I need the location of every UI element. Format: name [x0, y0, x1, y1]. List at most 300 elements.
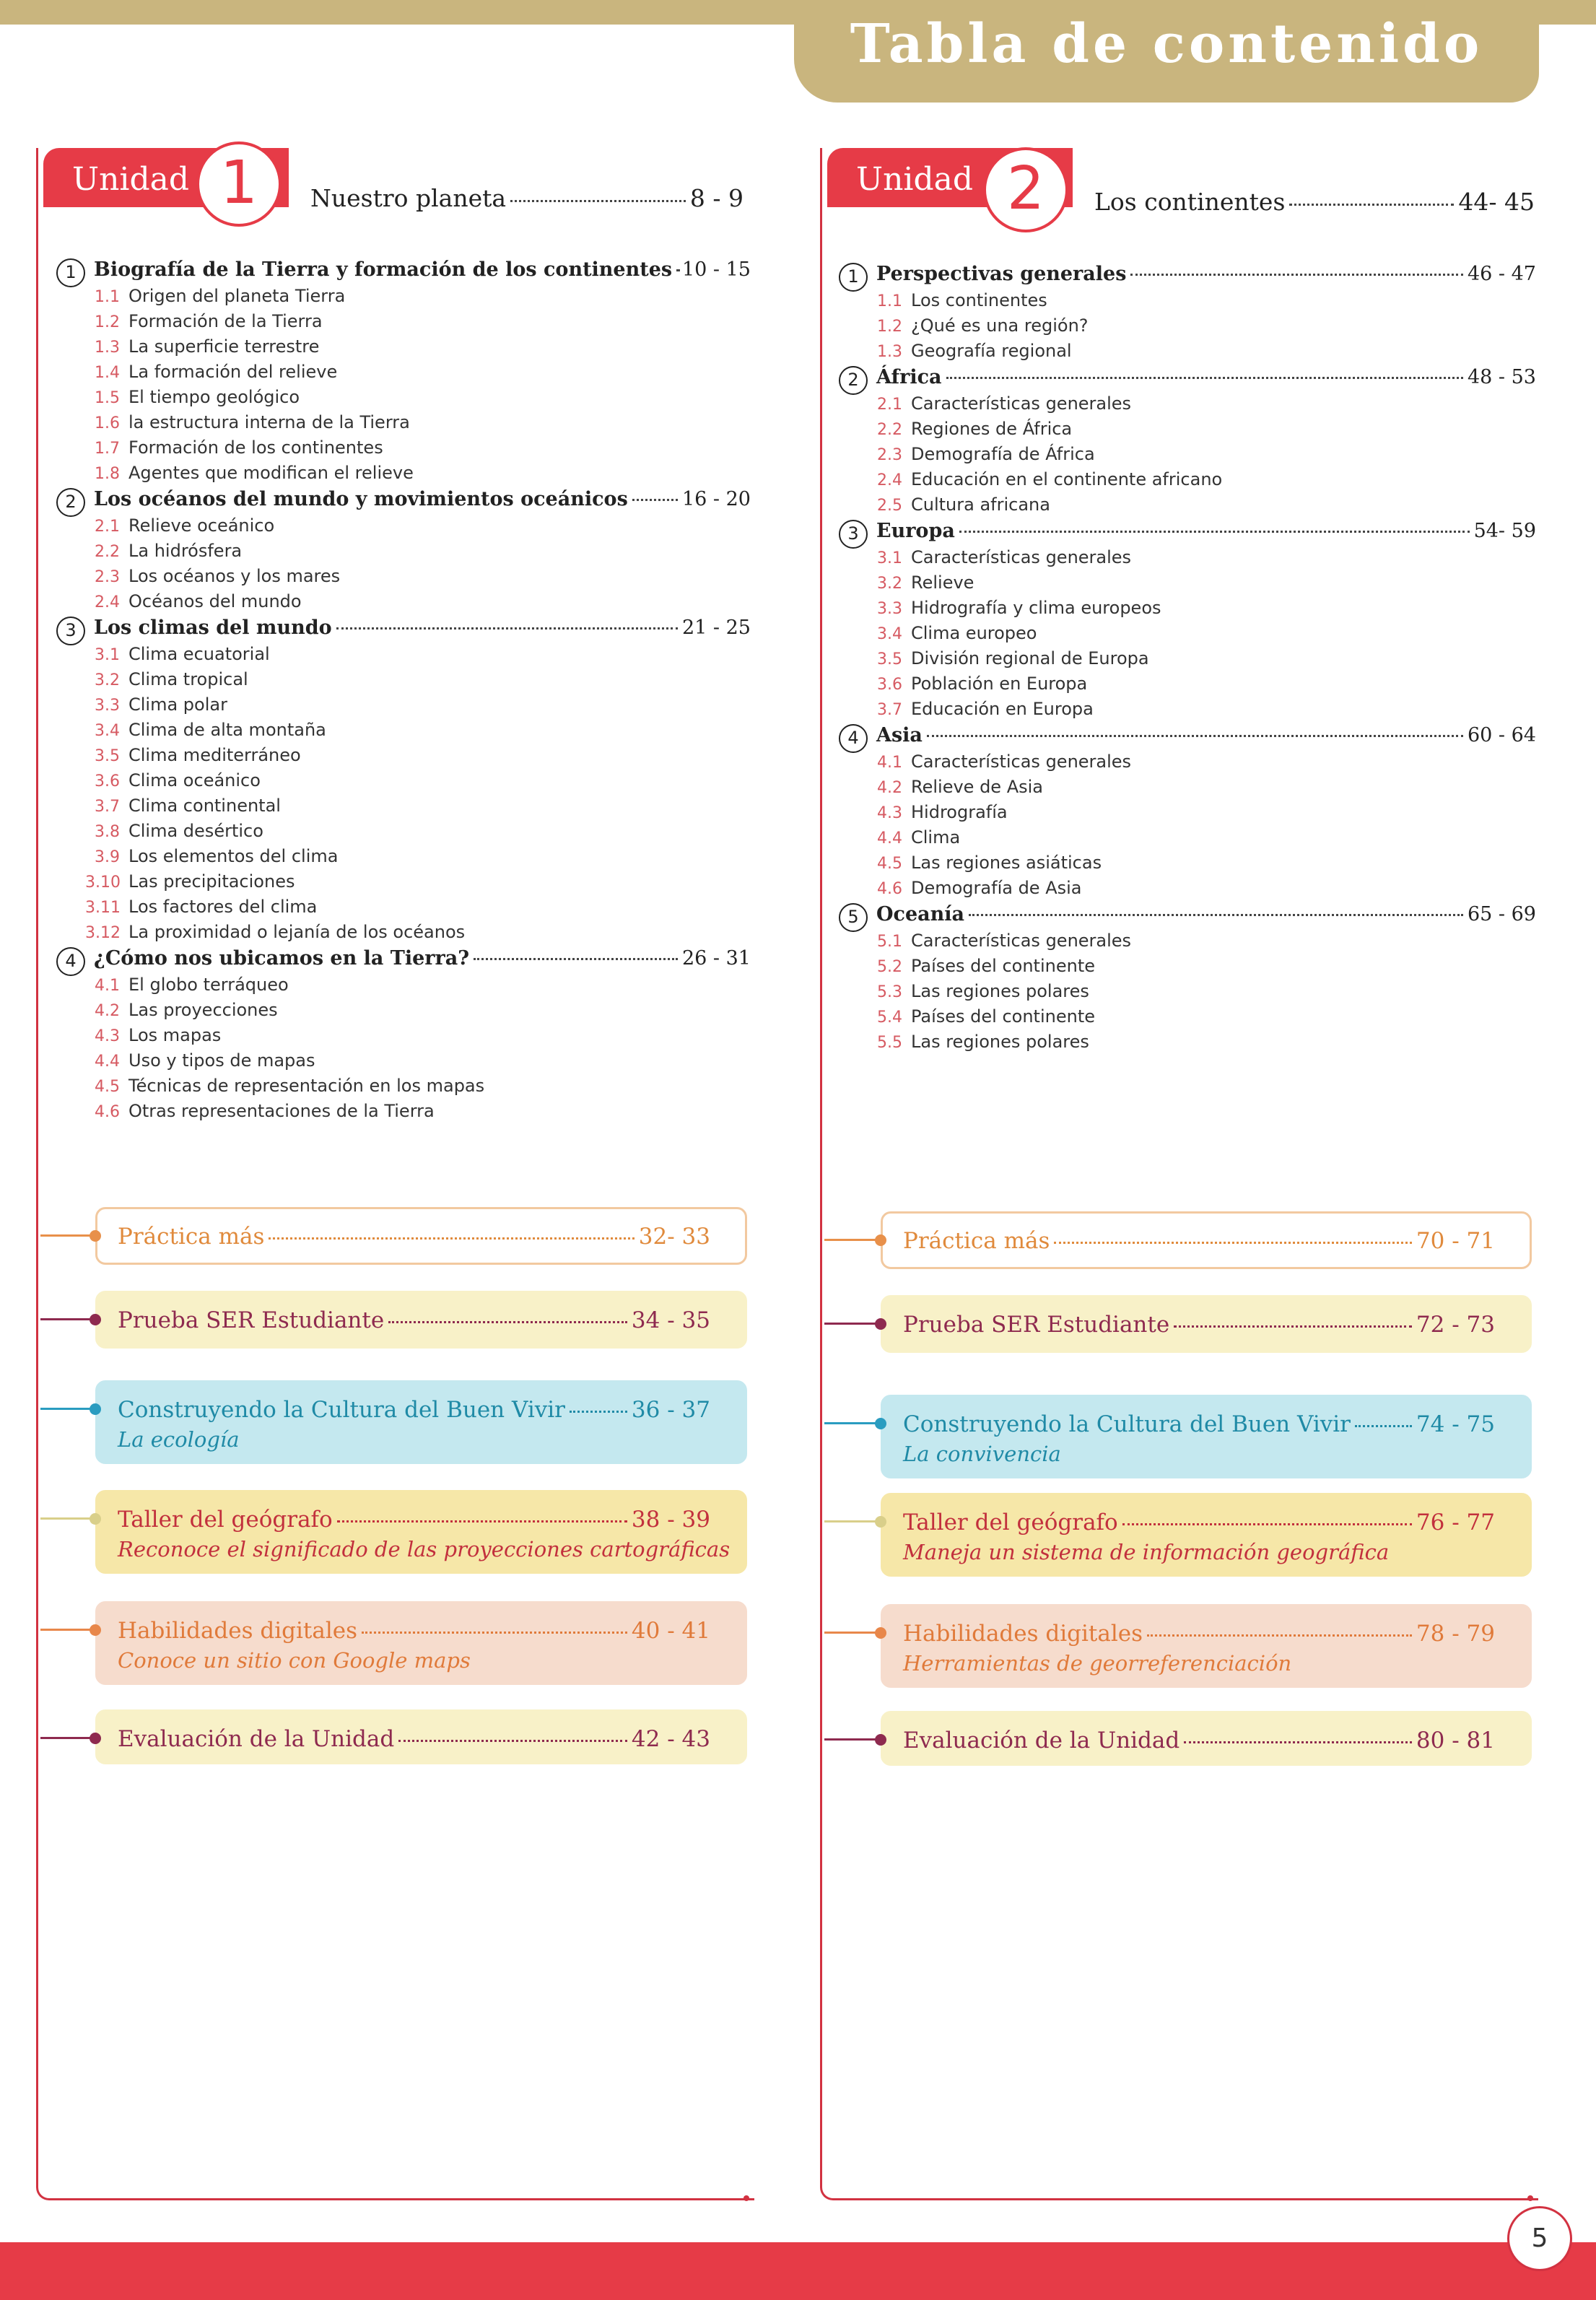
section-title: Prueba SER Estudiante	[118, 1307, 385, 1333]
chapter-title: Oceanía	[876, 903, 965, 925]
subtopic-row[interactable]	[868, 572, 974, 597]
subtopic-title: Características generales	[911, 393, 1132, 414]
subtopic-title: Características generales	[911, 547, 1132, 567]
subtopic-row[interactable]	[85, 1000, 278, 1024]
subtopic-row[interactable]	[868, 931, 1131, 955]
subtopic-row[interactable]	[85, 694, 227, 719]
dotted-leader	[676, 269, 678, 271]
section-box[interactable]	[881, 1493, 1532, 1577]
subtopic-title: La hidrósfera	[128, 541, 243, 561]
section-title-row	[903, 1411, 1495, 1437]
section-box[interactable]	[881, 1211, 1532, 1269]
subtopic-number: 1.8	[95, 465, 120, 483]
subtopic-row[interactable]	[85, 1025, 221, 1050]
subtopic-number: 1.3	[877, 343, 902, 361]
subtopic-number: 3.1	[95, 646, 120, 664]
subtopic-number: 4.5	[95, 1078, 120, 1096]
dotted-leader	[388, 1321, 627, 1323]
chapter-row[interactable]	[56, 488, 751, 517]
subtopic-row[interactable]	[868, 674, 1087, 698]
subtopic-row[interactable]	[85, 412, 410, 437]
section-title-row	[903, 1621, 1495, 1647]
panel-corner-dot	[744, 2195, 749, 2201]
subtopic-number: 2.5	[877, 497, 902, 515]
subtopic-title: Países del continente	[911, 956, 1095, 976]
chapter-title: Europa	[876, 520, 955, 542]
subtopic-title: Clima polar	[128, 694, 227, 715]
subtopic-title: Las precipitaciones	[128, 871, 295, 892]
subtopic-number: 3.2	[95, 671, 120, 689]
subtopic-number: 1.5	[95, 389, 120, 407]
dotted-leader	[474, 958, 678, 960]
subtopic-title: La formación del relieve	[128, 362, 338, 382]
subtopic-title: Hidrografía	[911, 802, 1008, 822]
chapter-row[interactable]	[839, 263, 1536, 292]
dotted-leader	[1355, 1425, 1412, 1427]
subtopic-title: Países del continente	[911, 1006, 1095, 1027]
subtopic-row[interactable]	[868, 853, 1102, 877]
subtopic-number: 4.1	[95, 977, 120, 995]
chapter-number-badge: 1	[839, 263, 868, 292]
section-title-row	[903, 1510, 1495, 1535]
subtopic-row[interactable]	[85, 922, 465, 946]
subtopic-row[interactable]	[85, 1101, 435, 1125]
section-subtitle: Conoce un sitio con Google maps	[118, 1648, 471, 1673]
subtopic-row[interactable]	[868, 419, 1072, 443]
subtopic-title: El globo terráqueo	[128, 975, 289, 995]
subtopic-title: Las regiones polares	[911, 1032, 1089, 1052]
subtopic-number: 2.1	[877, 396, 902, 414]
chapter-pages: 48 - 53	[1467, 366, 1536, 388]
section-connector-dot	[875, 1318, 886, 1330]
subtopic-number: 3.4	[877, 625, 902, 643]
subtopic-number: 4.4	[95, 1053, 120, 1071]
dotted-leader	[336, 627, 678, 630]
chapter-number-badge: 1	[56, 258, 85, 287]
title-tab	[794, 0, 1539, 103]
chapter-row[interactable]	[839, 724, 1536, 753]
subtopic-number: 4.5	[877, 855, 902, 873]
subtopic-number: 3.6	[877, 676, 902, 694]
subtopic-title: Clima mediterráneo	[128, 745, 301, 765]
subtopic-row[interactable]	[868, 956, 1095, 980]
subtopic-number: 2.3	[877, 446, 902, 464]
section-pages: 78 - 79	[1416, 1621, 1495, 1647]
subtopic-number: 3.4	[95, 722, 120, 740]
subtopic-number: 1.6	[95, 414, 120, 432]
subtopic-title: Demografía de Asia	[911, 878, 1082, 898]
subtopic-title: Origen del planeta Tierra	[128, 286, 346, 306]
chapter-row[interactable]	[839, 520, 1536, 549]
subtopic-number: 3.2	[877, 575, 902, 593]
subtopic-title: Clima tropical	[128, 669, 248, 689]
chapter-row[interactable]	[56, 617, 751, 645]
section-title: Taller del geógrafo	[118, 1507, 333, 1533]
subtopic-title: Las proyecciones	[128, 1000, 278, 1020]
subtopic-number: 4.3	[95, 1027, 120, 1045]
chapter-row[interactable]	[839, 366, 1536, 395]
subtopic-number: 3.9	[95, 848, 120, 866]
unit-number-badge: 2	[983, 147, 1068, 232]
subtopic-title: Clima	[911, 827, 961, 848]
subtopic-row[interactable]	[868, 598, 1161, 622]
subtopic-number: 3.5	[877, 650, 902, 668]
subtopic-title: Las regiones asiáticas	[911, 853, 1102, 873]
subtopic-number: 3.7	[877, 701, 902, 719]
subtopic-title: Los factores del clima	[128, 897, 318, 917]
subtopic-row[interactable]	[85, 669, 248, 694]
chapter-pages: 65 - 69	[1467, 903, 1536, 925]
unit-label: Unidad	[72, 161, 190, 198]
section-pages: 40 - 41	[631, 1618, 710, 1644]
subtopic-row[interactable]	[85, 387, 300, 411]
section-connector-dot	[90, 1513, 101, 1525]
chapter-pages: 10 - 15	[681, 258, 751, 281]
subtopic-row[interactable]	[868, 1032, 1089, 1056]
subtopic-row[interactable]	[868, 802, 1008, 827]
subtopic-number: 3.10	[85, 874, 121, 892]
dotted-leader	[946, 377, 1463, 379]
section-box[interactable]	[881, 1295, 1532, 1353]
subtopic-row[interactable]	[868, 290, 1047, 315]
subtopic-row[interactable]	[85, 437, 383, 462]
subtopic-title: Uso y tipos de mapas	[128, 1050, 315, 1071]
subtopic-title: La superficie terrestre	[128, 336, 320, 357]
section-box[interactable]	[95, 1207, 747, 1265]
subtopic-number: 1.7	[95, 440, 120, 458]
panel-corner-dot	[1527, 2195, 1533, 2201]
subtopic-title: Regiones de África	[911, 419, 1073, 439]
section-title: Práctica más	[903, 1228, 1050, 1254]
subtopic-title: Otras representaciones de la Tierra	[128, 1101, 435, 1121]
subtopic-row[interactable]	[868, 444, 1095, 469]
subtopic-title: ¿Qué es una región?	[911, 315, 1089, 336]
subtopic-row[interactable]	[85, 846, 338, 871]
subtopic-row[interactable]	[85, 871, 295, 896]
subtopic-number: 3.12	[85, 924, 121, 942]
subtopic-row[interactable]	[868, 981, 1089, 1006]
subtopic-number: 2.2	[877, 421, 902, 439]
section-connector-dot	[875, 1516, 886, 1528]
dotted-leader	[570, 1411, 627, 1413]
subtopic-number: 5.2	[877, 958, 902, 976]
dotted-leader	[1130, 274, 1463, 276]
chapter-pages: 54- 59	[1473, 520, 1536, 542]
section-box[interactable]	[95, 1291, 747, 1349]
subtopic-title: Formación de la Tierra	[128, 311, 323, 331]
subtopic-row[interactable]	[868, 315, 1089, 340]
chapter-number-badge: 4	[839, 724, 868, 753]
unit-title-row[interactable]	[310, 184, 744, 220]
subtopic-title: Formación de los continentes	[128, 437, 383, 458]
section-pages: 42 - 43	[631, 1726, 710, 1752]
chapter-pages: 26 - 31	[681, 947, 751, 970]
subtopic-number: 5.4	[877, 1009, 902, 1027]
subtopic-title: Relieve de Asia	[911, 777, 1043, 797]
subtopic-row[interactable]	[85, 796, 281, 820]
subtopic-row[interactable]	[85, 821, 263, 845]
subtopic-number: 4.1	[877, 754, 902, 772]
section-title: Construyendo la Cultura del Buen Vivir	[903, 1411, 1351, 1437]
section-connector-dot	[90, 1314, 101, 1325]
section-box[interactable]	[95, 1490, 747, 1574]
chapter-title: ¿Cómo nos ubicamos en la Tierra?	[94, 947, 470, 970]
subtopic-number: 5.5	[877, 1034, 902, 1052]
subtopic-number: 4.3	[877, 804, 902, 822]
subtopic-number: 3.11	[85, 899, 121, 917]
subtopic-number: 1.1	[95, 288, 120, 306]
subtopic-number: 2.1	[95, 518, 120, 536]
subtopic-row[interactable]	[85, 591, 302, 616]
section-pages: 76 - 77	[1416, 1510, 1495, 1535]
subtopic-row[interactable]	[868, 878, 1082, 902]
unit-pages: 8 - 9	[689, 184, 744, 212]
section-subtitle: Herramientas de georreferenciación	[903, 1651, 1292, 1676]
section-title-row	[118, 1224, 710, 1250]
section-box[interactable]	[881, 1711, 1532, 1766]
section-box[interactable]	[95, 1380, 747, 1464]
section-title: Prueba SER Estudiante	[903, 1312, 1170, 1338]
subtopic-title: Cultura africana	[911, 495, 1050, 515]
dotted-leader	[1174, 1325, 1412, 1328]
subtopic-title: Océanos del mundo	[128, 591, 302, 611]
dotted-leader	[1184, 1741, 1412, 1743]
subtopic-title: Educación en el continente africano	[911, 469, 1223, 489]
section-box[interactable]	[95, 1601, 747, 1685]
subtopic-title: La proximidad o lejanía de los océanos	[128, 922, 466, 942]
subtopic-row[interactable]	[868, 699, 1094, 723]
subtopic-row[interactable]	[868, 777, 1043, 801]
subtopic-row[interactable]	[868, 623, 1037, 648]
dotted-leader	[927, 735, 1463, 737]
subtopic-row[interactable]	[85, 975, 289, 999]
unit-title: Los continentes	[1094, 188, 1286, 216]
section-title-row	[903, 1312, 1495, 1338]
subtopic-number: 3.3	[95, 697, 120, 715]
chapter-pages: 60 - 64	[1467, 724, 1536, 746]
subtopic-title: Los continentes	[911, 290, 1047, 310]
section-connector-dot	[875, 1418, 886, 1429]
subtopic-title: Técnicas de representación en los mapas	[128, 1076, 485, 1096]
subtopic-row[interactable]	[85, 1050, 315, 1075]
subtopic-row[interactable]	[868, 495, 1050, 519]
section-connector-dot	[875, 1234, 886, 1246]
section-connector-dot	[875, 1627, 886, 1639]
chapter-title: Los océanos del mundo y movimientos oceánicos	[94, 488, 628, 510]
chapter-title: África	[876, 366, 942, 388]
subtopic-number: 2.2	[95, 543, 120, 561]
subtopic-row[interactable]	[85, 566, 340, 591]
section-pages: 32- 33	[638, 1224, 710, 1250]
section-pages: 34 - 35	[631, 1307, 710, 1333]
subtopic-title: Clima de alta montaña	[128, 720, 326, 740]
subtopic-number: 2.4	[95, 593, 120, 611]
chapter-row[interactable]	[56, 947, 751, 976]
section-pages: 36 - 37	[631, 1397, 710, 1423]
subtopic-row[interactable]	[868, 341, 1072, 365]
subtopic-row[interactable]	[868, 1006, 1095, 1031]
chapter-title: Los climas del mundo	[94, 617, 332, 639]
subtopic-number: 1.4	[95, 364, 120, 382]
subtopic-title: Clima oceánico	[128, 770, 261, 790]
subtopic-title: Clima ecuatorial	[128, 644, 270, 664]
chapter-row[interactable]	[56, 258, 751, 287]
dotted-leader	[632, 499, 678, 501]
subtopic-title: Las regiones polares	[911, 981, 1089, 1001]
dotted-leader	[1289, 204, 1454, 206]
section-box[interactable]	[881, 1395, 1532, 1478]
section-title-row	[118, 1726, 710, 1752]
chapter-number-badge: 5	[839, 903, 868, 932]
subtopic-number: 4.6	[95, 1103, 120, 1121]
subtopic-row[interactable]	[85, 541, 242, 565]
subtopic-row[interactable]	[85, 336, 319, 361]
subtopic-title: la estructura interna de la Tierra	[128, 412, 410, 432]
section-title-row	[118, 1397, 710, 1423]
subtopic-title: División regional de Europa	[911, 648, 1149, 668]
section-pages: 38 - 39	[631, 1507, 710, 1533]
chapter-row[interactable]	[839, 903, 1536, 932]
subtopic-number: 4.2	[877, 779, 902, 797]
section-connector-dot	[90, 1733, 101, 1744]
chapter-pages: 16 - 20	[681, 488, 751, 510]
subtopic-row[interactable]	[868, 752, 1131, 776]
subtopic-row[interactable]	[85, 644, 270, 668]
chapter-pages: 46 - 47	[1467, 263, 1536, 285]
chapter-title: Asia	[876, 724, 923, 746]
subtopic-number: 4.4	[877, 829, 902, 848]
subtopic-row[interactable]	[85, 463, 414, 487]
subtopic-number: 4.6	[877, 880, 902, 898]
unit-label: Unidad	[856, 161, 974, 198]
footer-band	[0, 2242, 1596, 2300]
subtopic-title: Educación en Europa	[911, 699, 1094, 719]
subtopic-number: 2.3	[95, 568, 120, 586]
subtopic-row[interactable]	[868, 547, 1131, 572]
dotted-leader	[398, 1740, 627, 1742]
subtopic-title: Relieve oceánico	[128, 515, 275, 536]
section-subtitle: La convivencia	[903, 1442, 1061, 1466]
section-subtitle: Reconoce el significado de las proyecciones cartográficas	[118, 1537, 731, 1561]
subtopic-title: Clima europeo	[911, 623, 1037, 643]
subtopic-row[interactable]	[85, 311, 323, 336]
section-pages: 72 - 73	[1416, 1312, 1495, 1338]
subtopic-row[interactable]	[868, 469, 1222, 494]
section-title-row	[903, 1728, 1495, 1754]
subtopic-row[interactable]	[868, 648, 1149, 673]
subtopic-row[interactable]	[85, 897, 317, 921]
section-title: Evaluación de la Unidad	[118, 1726, 395, 1752]
subtopic-title: Los mapas	[128, 1025, 222, 1045]
section-title: Práctica más	[118, 1224, 265, 1250]
subtopic-row[interactable]	[85, 1076, 484, 1100]
dotted-leader	[337, 1520, 627, 1523]
section-title: Evaluación de la Unidad	[903, 1728, 1180, 1754]
dotted-leader	[362, 1632, 627, 1634]
subtopic-row[interactable]	[85, 720, 326, 744]
section-connector-dot	[875, 1734, 886, 1746]
subtopic-title: Clima continental	[128, 796, 281, 816]
unit-title: Nuestro planeta	[310, 184, 507, 212]
dotted-leader	[969, 914, 1463, 916]
subtopic-number: 1.1	[877, 292, 902, 310]
section-box[interactable]	[95, 1709, 747, 1764]
unit-number-badge: 1	[196, 141, 282, 227]
subtopic-number: 4.2	[95, 1002, 120, 1020]
subtopic-row[interactable]	[85, 286, 345, 310]
subtopic-number: 3.1	[877, 549, 902, 567]
section-title: Taller del geógrafo	[903, 1510, 1118, 1535]
section-title-row	[118, 1307, 710, 1333]
section-title: Habilidades digitales	[118, 1618, 358, 1644]
subtopic-title: Hidrografía y clima europeos	[911, 598, 1161, 618]
subtopic-row[interactable]	[85, 770, 261, 795]
unit-title-row[interactable]	[1094, 188, 1535, 224]
section-subtitle: Maneja un sistema de información geográfica	[903, 1540, 1390, 1564]
section-title: Construyendo la Cultura del Buen Vivir	[118, 1397, 565, 1423]
subtopic-row[interactable]	[85, 362, 337, 386]
section-title-row	[118, 1507, 710, 1533]
chapter-title: Perspectivas generales	[876, 263, 1127, 285]
dotted-leader	[269, 1237, 634, 1240]
section-connector-dot	[90, 1230, 101, 1242]
section-connector-dot	[90, 1624, 101, 1636]
subtopic-row[interactable]	[868, 827, 960, 852]
chapter-number-badge: 2	[839, 366, 868, 395]
subtopic-number: 1.3	[95, 339, 120, 357]
dotted-leader	[1147, 1634, 1412, 1637]
subtopic-title: Características generales	[911, 931, 1132, 951]
section-subtitle: La ecología	[118, 1427, 240, 1452]
subtopic-title: Los océanos y los mares	[128, 566, 341, 586]
section-pages: 80 - 81	[1416, 1728, 1495, 1754]
subtopic-number: 3.7	[95, 798, 120, 816]
subtopic-row[interactable]	[85, 515, 274, 540]
dotted-leader	[959, 531, 1470, 533]
dotted-leader	[1122, 1523, 1412, 1525]
subtopic-title: El tiempo geológico	[128, 387, 300, 407]
subtopic-number: 1.2	[877, 318, 902, 336]
subtopic-number: 2.4	[877, 471, 902, 489]
dotted-leader	[1054, 1242, 1412, 1244]
subtopic-number: 3.8	[95, 823, 120, 841]
chapter-number-badge: 3	[56, 617, 85, 645]
subtopic-title: Características generales	[911, 752, 1132, 772]
dotted-leader	[510, 200, 686, 202]
section-title-row	[118, 1618, 710, 1644]
section-box[interactable]	[881, 1604, 1532, 1688]
subtopic-number: 3.6	[95, 772, 120, 790]
section-title: Habilidades digitales	[903, 1621, 1143, 1647]
page-number: 5	[1507, 2206, 1572, 2271]
subtopic-title: Demografía de África	[911, 444, 1095, 464]
section-pages: 70 - 71	[1416, 1228, 1495, 1254]
unit-pages: 44- 45	[1458, 188, 1535, 216]
chapter-number-badge: 2	[56, 488, 85, 517]
chapter-pages: 21 - 25	[681, 617, 751, 639]
subtopic-title: Geografía regional	[911, 341, 1072, 361]
section-pages: 74 - 75	[1416, 1411, 1495, 1437]
subtopic-number: 5.1	[877, 933, 902, 951]
subtopic-number: 5.3	[877, 983, 902, 1001]
chapter-title: Biografía de la Tierra y formación de los continentes	[94, 258, 673, 281]
subtopic-row[interactable]	[868, 393, 1131, 418]
subtopic-number: 3.5	[95, 747, 120, 765]
chapter-number-badge: 3	[839, 520, 868, 549]
subtopic-row[interactable]	[85, 745, 301, 770]
subtopic-title: Clima desértico	[128, 821, 263, 841]
subtopic-title: Relieve	[911, 572, 974, 593]
